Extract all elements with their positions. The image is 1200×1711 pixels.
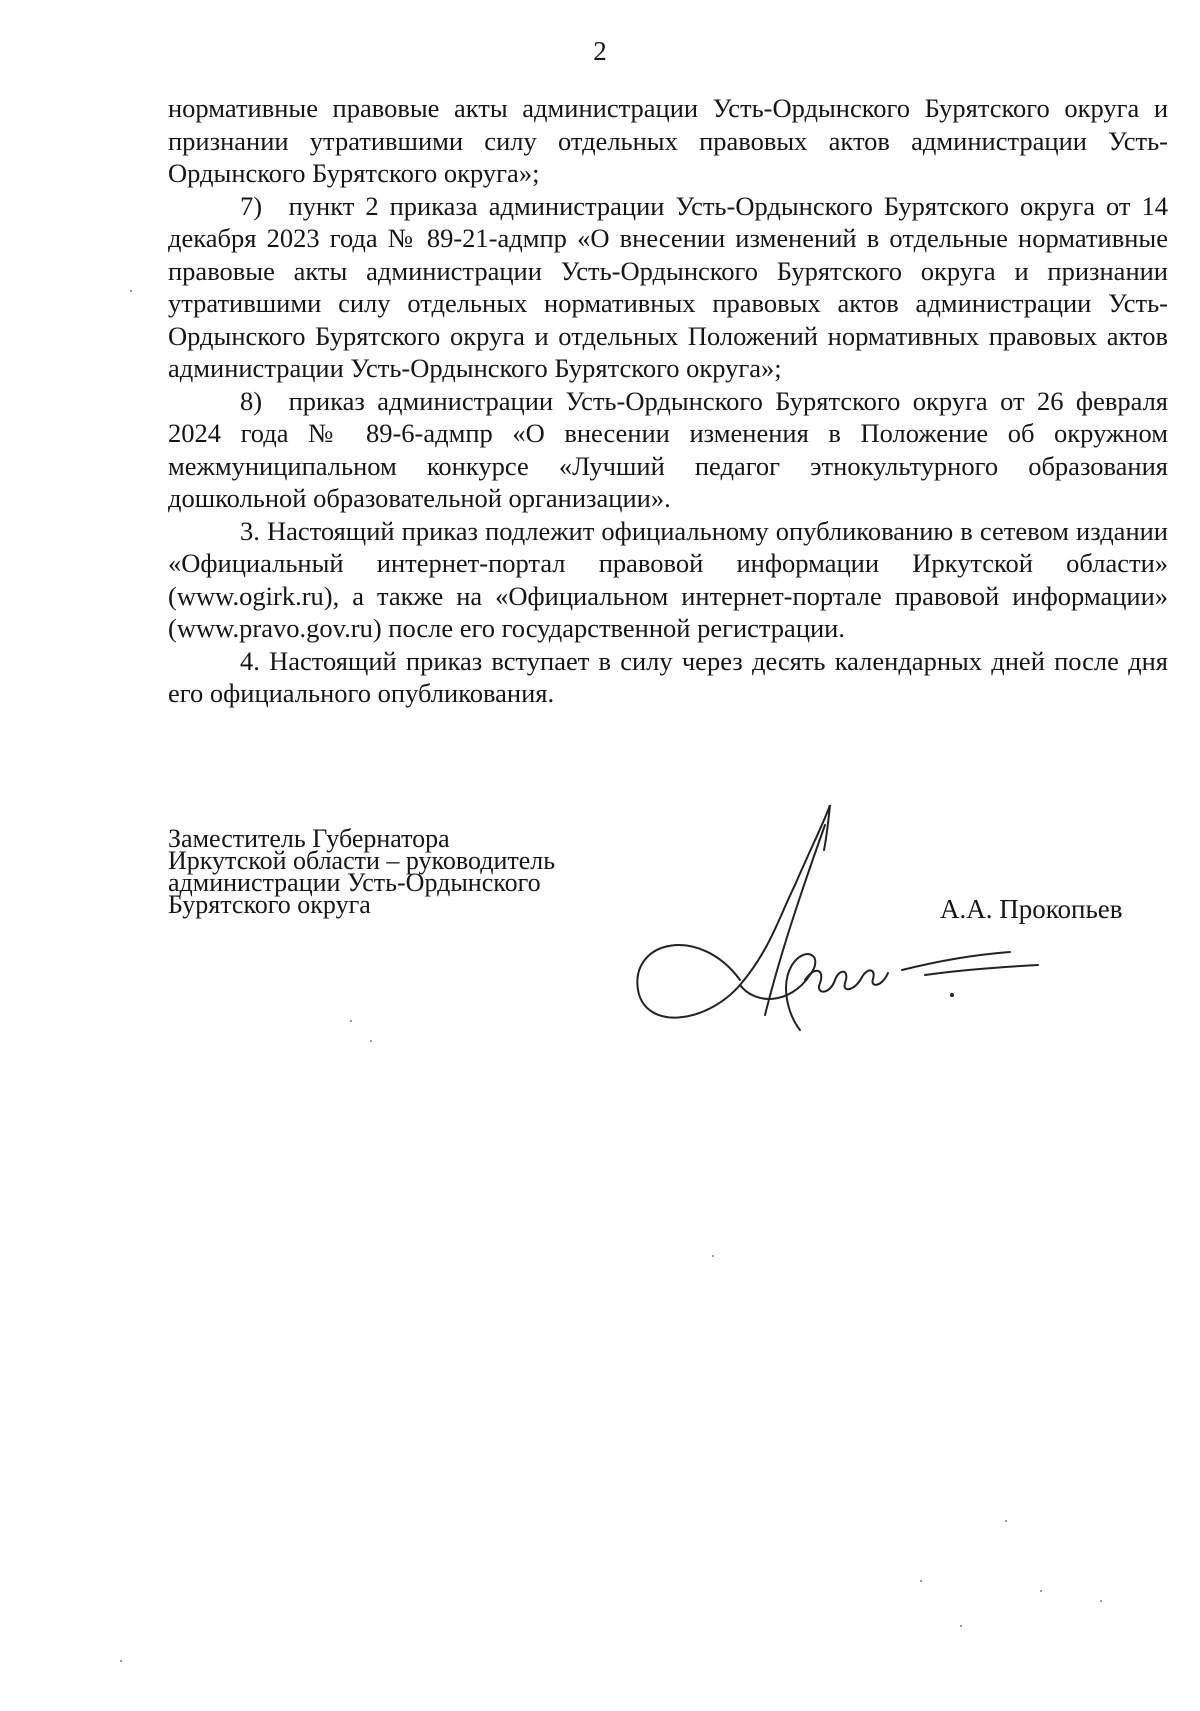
document-body (168, 92, 1168, 710)
scan-speck (1100, 1600, 1102, 1602)
signatory-position-line: администрации Усть-Ордынского (168, 868, 541, 897)
scan-speck (1005, 1520, 1007, 1522)
paragraph-continuation: нормативные правовые акты администрации Усть-Ордынского Бурятского округа и признании утратившими силу отдельных правовых актов администрации Усть-Ордынского Бурятского округа»; (168, 93, 1168, 188)
scan-speck (370, 1040, 372, 1042)
signatory-position-line: Иркутской области – руководитель (168, 846, 556, 875)
scan-speck (350, 1020, 352, 1022)
scan-speck (1040, 1590, 1042, 1592)
handwritten-signature (630, 805, 1050, 1050)
paragraph-clause-3: 3. Настоящий приказ подлежит официальному опубликованию в сетевом издании «Официальный интернет-портал правовой информации Иркутской области» (www.ogirk.ru), а также на «Официальном интернет-портале правовой информации» (www.pravo.gov.ru) после его государственной регистрации. (168, 515, 1168, 643)
paragraph-item-7: 7) пункт 2 приказа администрации Усть-Ордынского Бурятского округа от 14 декабря 2023 года № 89-21-адмпр «О внесении изменений в отдельные нормативные правовые акты администрации Усть-Ордынского Бурятского округа и признании утратившими силу отдельных нормативных правовых актов администрации Усть-Ордынского Бурятского округа и отдельных Положений нормативных правовых актов администрации Усть-Ордынского Бурятского округа»; (168, 190, 1168, 383)
page-number: 2 (593, 36, 607, 66)
paragraph-item-8: 8) приказ администрации Усть-Ордынского Бурятского округа от 26 февраля 2024 года № 89-6-адмпр «О внесении изменения в Положение об окружном межмуниципальном конкурсе «Лучший педагог этнокультурного образования дошкольной образовательной организации». (168, 385, 1168, 513)
scan-speck (120, 1660, 122, 1662)
signatory-position-line: Бурятского округа (168, 890, 371, 919)
scan-speck (130, 290, 132, 292)
signatory-position-line: Заместитель Губернатора (168, 824, 450, 853)
paragraph-clause-4: 4. Настоящий приказ вступает в силу через десять календарных дней после дня его официального опубликования. (168, 645, 1168, 708)
scan-speck (960, 1625, 962, 1627)
scan-speck (920, 1580, 922, 1582)
signer-name: А.А. Прокопьев (940, 894, 1123, 924)
scan-speck (712, 1255, 714, 1257)
signatory-position (168, 824, 556, 919)
